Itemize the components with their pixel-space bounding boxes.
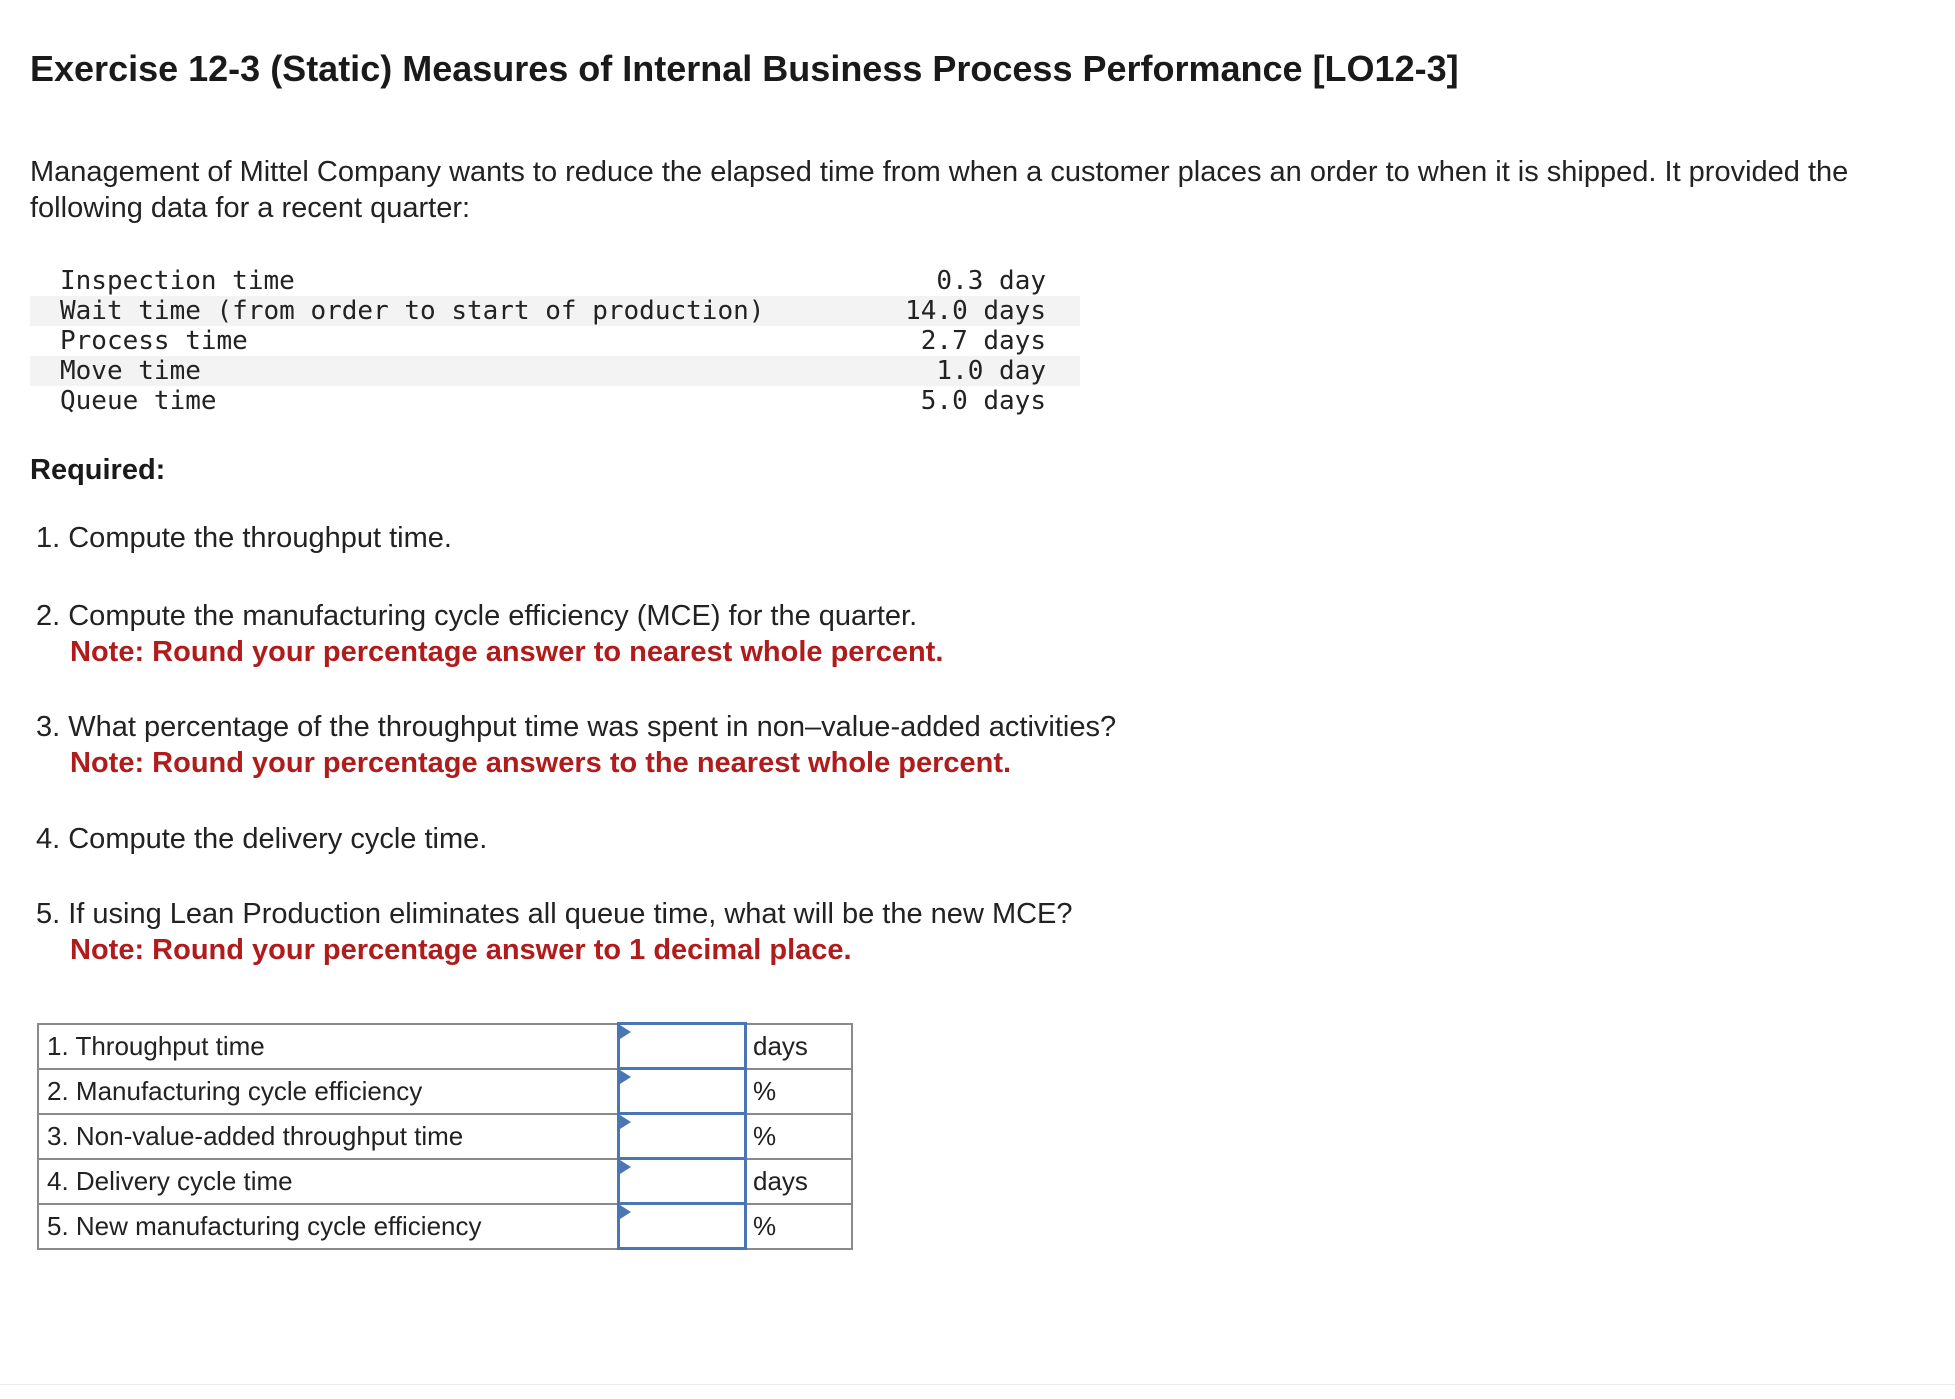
answer-unit: %	[746, 1114, 853, 1159]
intro-paragraph: Management of Mittel Company wants to reduce the elapsed time from when a customer places an order to when it is shipped. It provided the following data for a recent quarter:	[30, 156, 1849, 224]
data-row-label: Move time	[30, 356, 878, 386]
data-row	[30, 386, 1080, 416]
data-row	[30, 356, 1080, 386]
data-row-value: 1.0 day	[878, 356, 1080, 386]
answer-row	[38, 1204, 852, 1249]
required-heading: Required:	[30, 454, 166, 486]
data-row-label: Inspection time	[60, 266, 295, 296]
input-flag-icon	[620, 1115, 631, 1129]
data-row-label: Queue time	[60, 386, 217, 416]
non-value-added-input[interactable]	[620, 1116, 744, 1156]
exercise-title: Exercise 12-3 (Static) Measures of Internal Business Process Performance [LO12-3]	[30, 48, 1459, 89]
input-flag-icon	[620, 1205, 631, 1219]
data-row	[30, 296, 1080, 326]
question-text: 5. If using Lean Production eliminates all queue time, what will be the new MCE?	[36, 898, 1073, 930]
answer-cell	[619, 1024, 746, 1069]
answer-label: 2. Manufacturing cycle efficiency	[38, 1069, 619, 1114]
answer-label: 5. New manufacturing cycle efficiency	[38, 1204, 619, 1249]
answer-row	[38, 1114, 852, 1159]
delivery-cycle-time-input[interactable]	[620, 1161, 744, 1201]
input-flag-icon	[620, 1025, 631, 1039]
answer-row	[38, 1159, 852, 1204]
answer-cell	[619, 1204, 746, 1249]
answer-row	[38, 1069, 852, 1114]
bottom-divider	[0, 1384, 1955, 1385]
question-1	[36, 520, 452, 556]
question-note: Note: Round your percentage answers to the nearest whole percent.	[70, 747, 1012, 779]
question-note: Note: Round your percentage answer to nearest whole percent.	[70, 636, 944, 668]
question-4	[36, 821, 487, 857]
throughput-time-input[interactable]	[620, 1026, 744, 1066]
answer-cell	[619, 1159, 746, 1204]
question-3	[36, 709, 1116, 781]
data-row-label: Process time	[60, 326, 248, 356]
question-note: Note: Round your percentage answer to 1 decimal place.	[70, 934, 852, 966]
input-flag-icon	[620, 1160, 631, 1174]
data-row-value: 14.0 days	[878, 296, 1080, 326]
input-flag-icon	[620, 1070, 631, 1084]
answer-cell	[619, 1069, 746, 1114]
answer-cell	[619, 1114, 746, 1159]
mce-input[interactable]	[620, 1071, 744, 1111]
data-row-value: 0.3 day	[936, 266, 1046, 296]
question-text: 3. What percentage of the throughput time was spent in non–value-added activities?	[36, 711, 1117, 743]
answer-unit: %	[746, 1069, 853, 1114]
question-text: 2. Compute the manufacturing cycle efficiency (MCE) for the quarter.	[36, 600, 918, 632]
answer-label: 4. Delivery cycle time	[38, 1159, 619, 1204]
question-text: 1. Compute the throughput time.	[36, 522, 452, 554]
answer-unit: days	[746, 1024, 853, 1069]
given-data-table	[30, 266, 1080, 416]
data-row	[30, 326, 1080, 356]
new-mce-input[interactable]	[620, 1206, 744, 1246]
answer-unit: %	[746, 1204, 853, 1249]
answer-table	[37, 1022, 853, 1250]
data-row-value: 2.7 days	[920, 326, 1046, 356]
answer-unit: days	[746, 1159, 853, 1204]
answer-label: 1. Throughput time	[38, 1024, 619, 1069]
answer-row	[38, 1024, 852, 1069]
question-2	[36, 598, 943, 670]
question-5	[36, 896, 1073, 968]
answer-label: 3. Non-value-added throughput time	[38, 1114, 619, 1159]
data-row-label: Wait time (from order to start of production)	[30, 296, 878, 326]
data-row	[30, 266, 1080, 296]
question-text: 4. Compute the delivery cycle time.	[36, 823, 488, 855]
data-row-value: 5.0 days	[920, 386, 1046, 416]
